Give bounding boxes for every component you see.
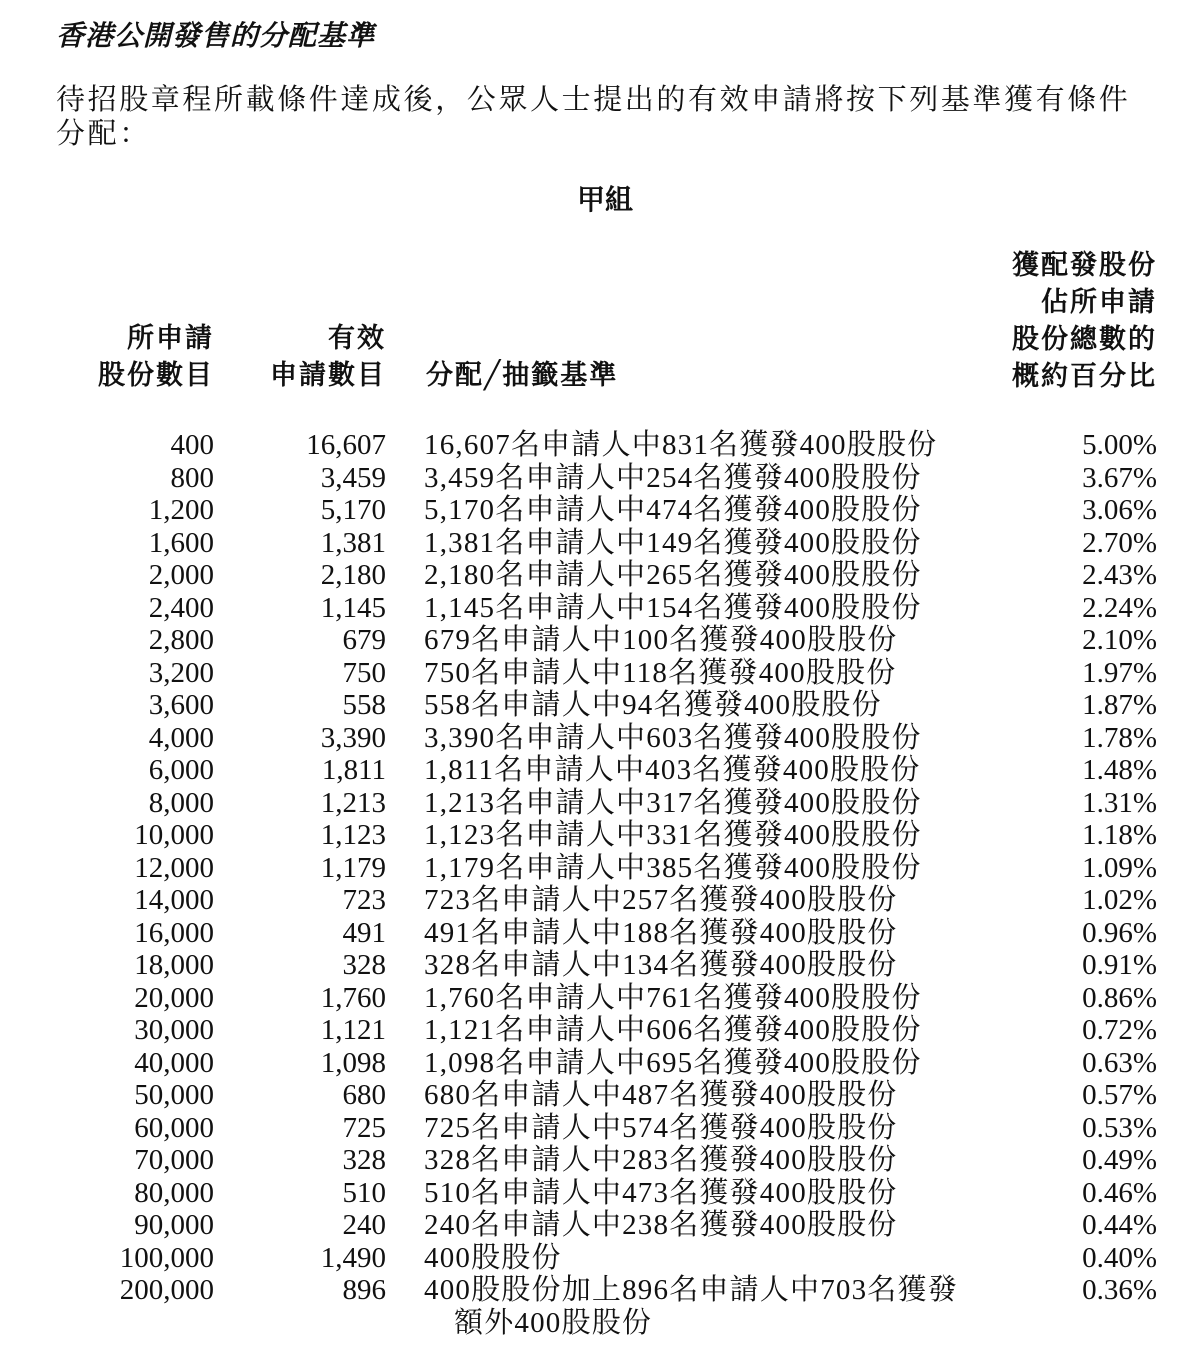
- percentage-cell: 1.78%: [1082, 721, 1157, 754]
- valid-applications-cell: 723: [342, 884, 386, 916]
- basis-cell: 1,811名申請人中403名獲發400股股份: [424, 754, 921, 786]
- table-row: [0, 1209, 1179, 1242]
- header-applied-shares-line: 股份數目: [98, 360, 214, 391]
- header-valid-applications-line: 申請數目: [270, 360, 386, 391]
- valid-applications-cell: 1,123: [320, 819, 386, 851]
- applied-shares-cell: 3,600: [148, 689, 214, 721]
- applied-shares-cell: 800: [170, 461, 214, 494]
- section-title: 香港公開發售的分配基準: [56, 19, 376, 52]
- valid-applications-cell: 1,213: [320, 786, 386, 819]
- percentage-cell: 1.02%: [1082, 884, 1157, 916]
- valid-applications-cell: 725: [342, 1111, 386, 1144]
- header-percentage-line: 佔所申請: [1041, 287, 1157, 318]
- percentage-cell: 2.43%: [1082, 559, 1157, 591]
- valid-applications-cell: 1,490: [320, 1241, 386, 1274]
- header-applied-shares: [98, 320, 214, 394]
- header-percentage: [1012, 247, 1157, 395]
- applied-shares-cell: 4,000: [148, 721, 214, 754]
- applied-shares-cell: 40,000: [134, 1046, 214, 1079]
- percentage-cell: 0.57%: [1082, 1079, 1157, 1111]
- percentage-cell: 1.18%: [1082, 819, 1157, 851]
- percentage-cell: 2.24%: [1082, 591, 1157, 624]
- percentage-cell: 1.09%: [1082, 851, 1157, 884]
- basis-cell: 1,098名申請人中695名獲發400股股份: [424, 1046, 922, 1079]
- table-row: [0, 787, 1179, 820]
- applied-shares-cell: 8,000: [148, 786, 214, 819]
- applied-shares-cell: 14,000: [134, 884, 214, 916]
- header-percentage-line: 獲配發股份: [1012, 250, 1157, 281]
- valid-applications-cell: 3,390: [320, 721, 386, 754]
- table-row: [0, 1079, 1179, 1112]
- valid-applications-cell: 1,121: [320, 1014, 386, 1046]
- header-percentage-line: 概約百分比: [1012, 361, 1157, 392]
- basis-cell: 1,760名申請人中761名獲發400股股份: [424, 981, 922, 1014]
- basis-cell: 1,123名申請人中331名獲發400股股份: [424, 819, 922, 851]
- percentage-cell: 2.70%: [1082, 526, 1157, 559]
- basis-cell: 723名申請人中257名獲發400股股份: [424, 884, 898, 916]
- applied-shares-cell: 12,000: [134, 851, 214, 884]
- percentage-cell: 0.63%: [1082, 1046, 1157, 1079]
- basis-cell: 491名申請人中188名獲發400股股份: [424, 916, 898, 949]
- basis-cell: 5,170名申請人中474名獲發400股股份: [424, 494, 922, 526]
- header-valid-applications: [270, 320, 386, 394]
- table-row: [0, 917, 1179, 950]
- basis-cell: 1,213名申請人中317名獲發400股股份: [424, 786, 922, 819]
- applied-shares-cell: 60,000: [134, 1111, 214, 1144]
- percentage-cell: 0.96%: [1082, 916, 1157, 949]
- applied-shares-cell: 3,200: [148, 656, 214, 689]
- valid-applications-cell: 3,459: [320, 461, 386, 494]
- valid-applications-cell: 896: [342, 1274, 386, 1306]
- basis-cell: 725名申請人中574名獲發400股股份: [424, 1111, 898, 1144]
- applied-shares-cell: 100,000: [119, 1241, 214, 1274]
- table-row: [0, 462, 1179, 495]
- percentage-cell: 0.44%: [1082, 1209, 1157, 1241]
- percentage-cell: 2.10%: [1082, 624, 1157, 656]
- table-row: [0, 1274, 1179, 1339]
- basis-cell: 1,121名申請人中606名獲發400股股份: [424, 1014, 922, 1046]
- header-basis: [426, 357, 618, 394]
- table-row: [0, 592, 1179, 625]
- table-row: [0, 1112, 1179, 1145]
- applied-shares-cell: 2,000: [148, 559, 214, 591]
- applied-shares-cell: 6,000: [148, 754, 214, 786]
- table-row: [0, 754, 1179, 787]
- percentage-cell: 1.48%: [1082, 754, 1157, 786]
- valid-applications-cell: 240: [342, 1209, 386, 1241]
- table-row: [0, 722, 1179, 755]
- table-row: [0, 494, 1179, 527]
- basis-cell: 240名申請人中238名獲發400股股份: [424, 1209, 898, 1241]
- applied-shares-cell: 18,000: [134, 949, 214, 981]
- valid-applications-cell: 680: [342, 1079, 386, 1111]
- valid-applications-cell: 750: [342, 656, 386, 689]
- valid-applications-cell: 679: [342, 624, 386, 656]
- valid-applications-cell: 328: [342, 949, 386, 981]
- percentage-cell: 0.40%: [1082, 1241, 1157, 1274]
- percentage-cell: 0.91%: [1082, 949, 1157, 981]
- table-row: [0, 689, 1179, 722]
- basis-cell: 750名申請人中118名獲發400股股份: [424, 656, 897, 689]
- applied-shares-cell: 50,000: [134, 1079, 214, 1111]
- valid-applications-cell: 1,381: [320, 526, 386, 559]
- valid-applications-cell: 16,607: [306, 429, 386, 461]
- table-row: [0, 1144, 1179, 1177]
- applied-shares-cell: 1,600: [148, 526, 214, 559]
- valid-applications-cell: 1,098: [320, 1046, 386, 1079]
- table-row: [0, 1242, 1179, 1275]
- applied-shares-cell: 20,000: [134, 981, 214, 1014]
- basis-cell: 680名申請人中487名獲發400股股份: [424, 1079, 898, 1111]
- table-row: [0, 1177, 1179, 1210]
- basis-cell: 1,145名申請人中154名獲發400股股份: [424, 591, 922, 624]
- basis-cell: 400股股份加上896名申請人中703名獲發: [424, 1274, 958, 1306]
- basis-cell: 1,381名申請人中149名獲發400股股份: [424, 526, 922, 559]
- valid-applications-cell: 328: [342, 1144, 386, 1176]
- percentage-cell: 0.46%: [1082, 1176, 1157, 1209]
- header-percentage-line: 股份總數的: [1012, 324, 1157, 355]
- percentage-cell: 3.67%: [1082, 461, 1157, 494]
- applied-shares-cell: 1,200: [148, 494, 214, 526]
- applied-shares-cell: 30,000: [134, 1014, 214, 1046]
- applied-shares-cell: 2,400: [148, 591, 214, 624]
- valid-applications-cell: 1,811: [321, 754, 386, 786]
- valid-applications-cell: 491: [342, 916, 386, 949]
- valid-applications-cell: 558: [342, 689, 386, 721]
- basis-cell: 1,179名申請人中385名獲發400股股份: [424, 851, 922, 884]
- percentage-cell: 1.31%: [1082, 786, 1157, 819]
- valid-applications-cell: 1,179: [320, 851, 386, 884]
- valid-applications-cell: 1,145: [320, 591, 386, 624]
- basis-cell: 400股股份: [424, 1241, 562, 1274]
- table-row: [0, 624, 1179, 657]
- percentage-cell: 5.00%: [1082, 429, 1157, 461]
- applied-shares-cell: 80,000: [134, 1176, 214, 1209]
- applied-shares-cell: 200,000: [119, 1274, 214, 1306]
- basis-cell: 510名申請人中473名獲發400股股份: [424, 1176, 898, 1209]
- percentage-cell: 0.86%: [1082, 981, 1157, 1014]
- percentage-cell: 0.53%: [1082, 1111, 1157, 1144]
- applied-shares-cell: 70,000: [134, 1144, 214, 1176]
- applied-shares-cell: 2,800: [148, 624, 214, 656]
- table-row: [0, 819, 1179, 852]
- allocation-table: [0, 429, 1179, 1339]
- table-row: [0, 657, 1179, 690]
- valid-applications-cell: 5,170: [320, 494, 386, 526]
- table-row: [0, 429, 1179, 462]
- basis-cell: 3,459名申請人中254名獲發400股股份: [424, 461, 922, 494]
- header-valid-applications-line: 有效: [328, 323, 386, 354]
- applied-shares-cell: 400: [170, 429, 214, 461]
- basis-cell: 328名申請人中283名獲發400股股份: [424, 1144, 898, 1176]
- percentage-cell: 3.06%: [1082, 494, 1157, 526]
- percentage-cell: 0.49%: [1082, 1144, 1157, 1176]
- valid-applications-cell: 510: [342, 1176, 386, 1209]
- percentage-cell: 0.36%: [1082, 1274, 1157, 1306]
- table-row: [0, 884, 1179, 917]
- table-row: [0, 559, 1179, 592]
- group-title: 甲組: [576, 183, 633, 216]
- percentage-cell: 1.97%: [1082, 656, 1157, 689]
- table-row: [0, 949, 1179, 982]
- table-row: [0, 852, 1179, 885]
- table-row: [0, 1014, 1179, 1047]
- basis-cell: 328名申請人中134名獲發400股股份: [424, 949, 898, 981]
- basis-cell: 16,607名申請人中831名獲發400股股份: [424, 429, 938, 461]
- valid-applications-cell: 2,180: [320, 559, 386, 591]
- basis-cell: 558名申請人中94名獲發400股股份: [424, 689, 882, 721]
- table-row: [0, 527, 1179, 560]
- header-applied-shares-line: 所申請: [127, 323, 214, 354]
- basis-cell: 2,180名申請人中265名獲發400股股份: [424, 559, 922, 591]
- intro-paragraph: 待招股章程所載條件達成後，公眾人士提出的有效申請將按下列基準獲有條件分配：: [56, 82, 1131, 150]
- table-row: [0, 982, 1179, 1015]
- table-row: [0, 1047, 1179, 1080]
- valid-applications-cell: 1,760: [320, 981, 386, 1014]
- basis-cell-continuation: 額外400股股份: [454, 1306, 653, 1339]
- applied-shares-cell: 90,000: [134, 1209, 214, 1241]
- applied-shares-cell: 10,000: [134, 819, 214, 851]
- percentage-cell: 1.87%: [1082, 689, 1157, 721]
- percentage-cell: 0.72%: [1082, 1014, 1157, 1046]
- basis-cell: 679名申請人中100名獲發400股股份: [424, 624, 898, 656]
- basis-cell: 3,390名申請人中603名獲發400股股份: [424, 721, 922, 754]
- applied-shares-cell: 16,000: [134, 916, 214, 949]
- header-basis-line: 分配╱抽籤基準: [426, 360, 619, 391]
